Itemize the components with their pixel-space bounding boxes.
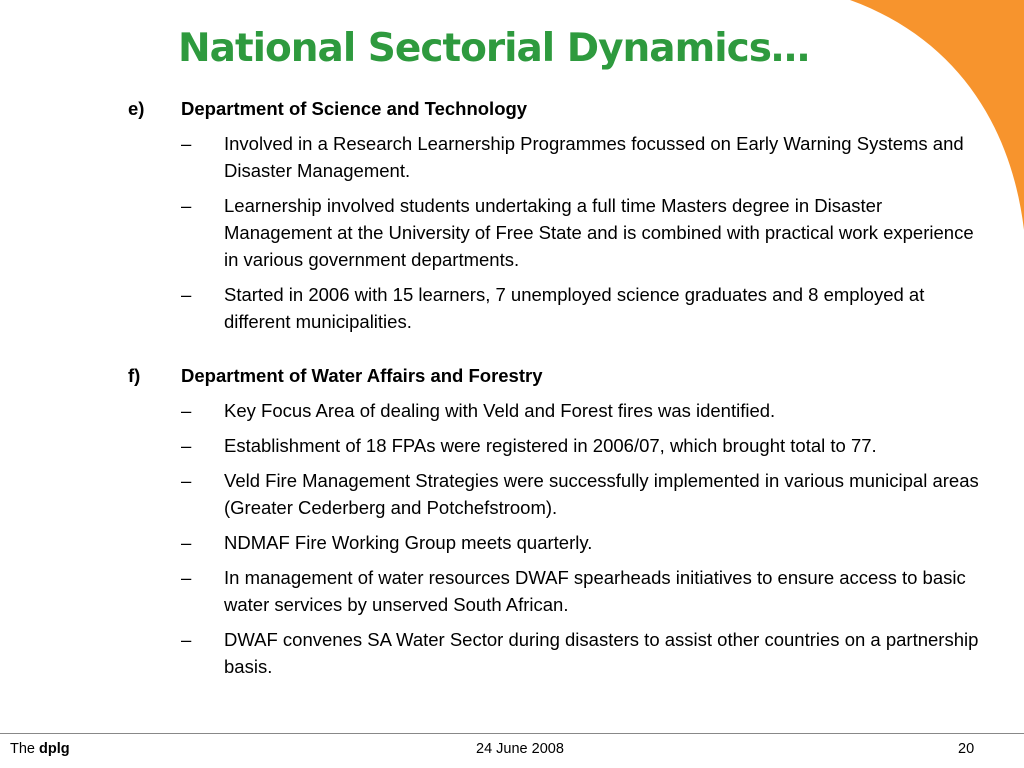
bullet-text: Involved in a Research Learnership Programmes focussed on Early Warning Systems and Disaster Management. xyxy=(224,133,964,181)
bullet-item xyxy=(181,397,988,424)
footer-org-prefix: The xyxy=(10,741,35,757)
bullet-item xyxy=(181,626,988,680)
bullet-dash: – xyxy=(181,567,192,588)
section-title: Department of Water Affairs and Forestry xyxy=(181,365,543,386)
bullet-item xyxy=(181,281,988,335)
section-letter: e) xyxy=(128,98,145,119)
bullet-dash: – xyxy=(181,195,192,216)
bullet-item xyxy=(181,529,988,556)
bullet-item xyxy=(181,564,988,618)
bullet-dash: – xyxy=(181,400,192,421)
bullet-text: In management of water resources DWAF spearheads initiatives to ensure access to basic water services by unserved South African. xyxy=(224,567,966,615)
bullet-text: Key Focus Area of dealing with Veld and Forest fires was identified. xyxy=(224,400,776,421)
bullet-item xyxy=(181,192,988,273)
page-number: 20 xyxy=(958,741,975,757)
section-title: Department of Science and Technology xyxy=(181,98,528,119)
bullet-item xyxy=(181,130,988,184)
bullet-item xyxy=(181,432,988,459)
section-science-technology xyxy=(128,95,988,335)
section-heading xyxy=(128,95,988,122)
footer-organization xyxy=(10,741,70,757)
bullet-text: DWAF convenes SA Water Sector during disasters to assist other countries on a partnership basis. xyxy=(224,629,979,677)
section-heading xyxy=(128,362,988,389)
footer-divider xyxy=(0,733,1024,734)
section-letter: f) xyxy=(128,365,141,386)
bullet-dash: – xyxy=(181,629,192,650)
bullet-text: NDMAF Fire Working Group meets quarterly. xyxy=(224,532,593,553)
bullet-text: Started in 2006 with 15 learners, 7 unemployed science graduates and 8 employed at different municipalities. xyxy=(224,284,925,332)
bullet-dash: – xyxy=(181,133,192,154)
bullet-text: Establishment of 18 FPAs were registered in 2006/07, which brought total to 77. xyxy=(224,435,877,456)
slide-body xyxy=(128,95,988,688)
bullet-dash: – xyxy=(181,435,192,456)
bullet-text: Learnership involved students undertaking a full time Masters degree in Disaster Management at the University of Free State and is combined with practical work experience in various government departments. xyxy=(224,195,974,270)
bullet-text: Veld Fire Management Strategies were successfully implemented in various municipal areas (Greater Cederberg and Potchefstroom). xyxy=(224,470,979,518)
bullet-item xyxy=(181,467,988,521)
footer-date: 24 June 2008 xyxy=(476,741,564,757)
bullet-dash: – xyxy=(181,284,192,305)
bullet-dash: – xyxy=(181,470,192,491)
slide-title: National Sectorial Dynamics… xyxy=(178,26,809,71)
footer-org-name: dplg xyxy=(39,741,70,757)
section-water-forestry xyxy=(128,362,988,680)
bullet-dash: – xyxy=(181,532,192,553)
